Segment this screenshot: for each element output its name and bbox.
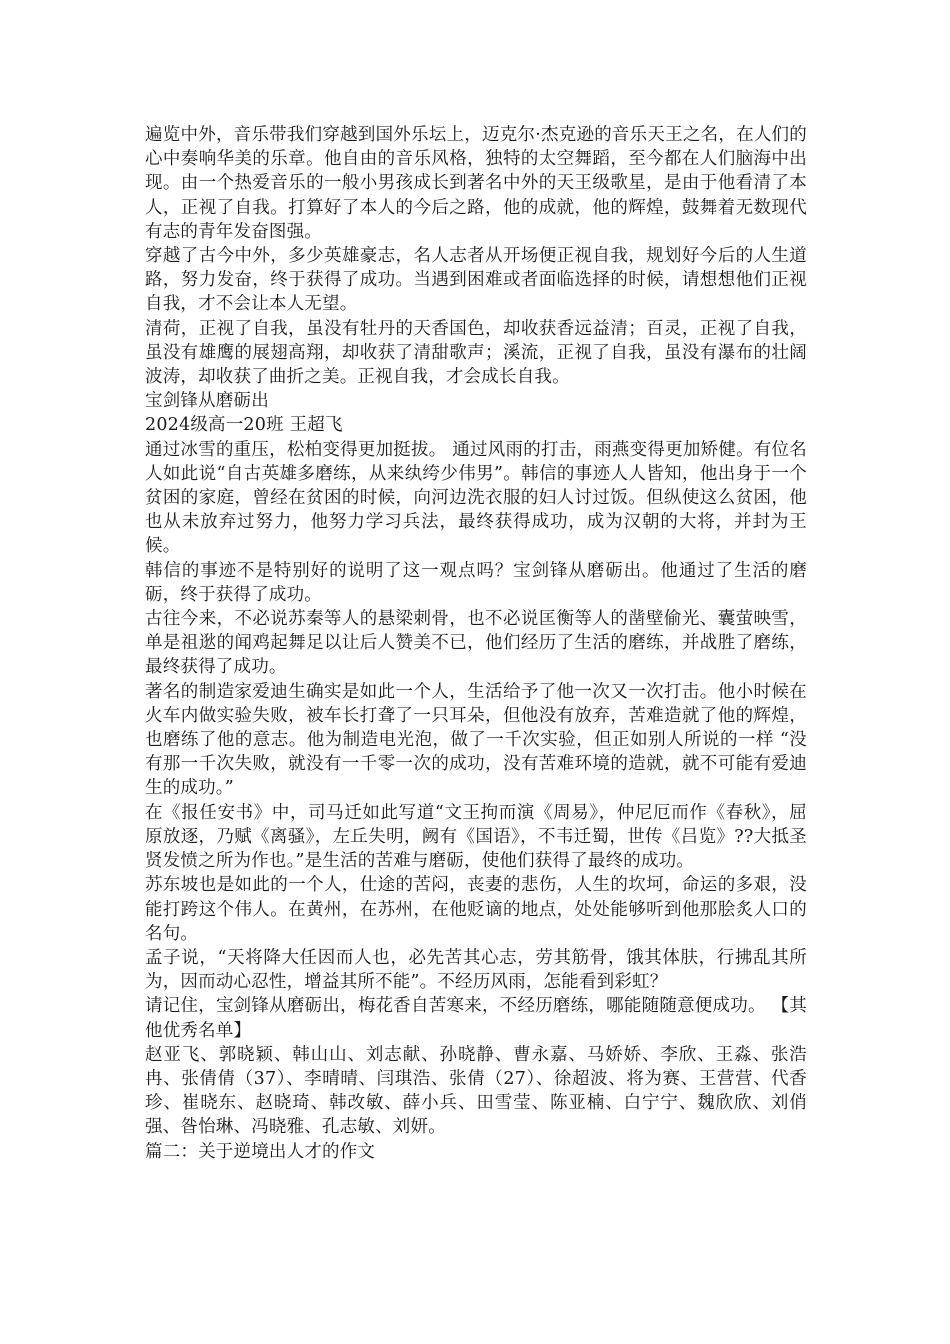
paragraph-hanxin: 通过冰雪的重压，松柏变得更加挺拔。 通过风雨的打击，雨燕变得更加矫健。有位名人如此说“自古英雄多磨练，从来纨绔少伟男”。韩信的事迹人人皆知，他出身于一个贫困的家庭，曾经在贫困的时候，向河边洗衣服的妇人讨过饭。但纵使这么贫困，他也从未放弃过努力，他努力学习兵法，最终获得成功，成为汉朝的大将，并封为王候。: [145, 439, 807, 557]
paragraph-heroes: 穿越了古今中外，多少英雄豪志，名人志者从开场便正视自我，规划好今后的人生道路，努力发奋，终于获得了成功。当遇到困难或者面临选择的时候，请想想他们正视自我，才不会让本人无望。: [145, 246, 807, 315]
essay-author: 2024级高一20班 王超飞: [145, 415, 343, 436]
paragraph-michael-jackson: 遍览中外，音乐带我们穿越到国外乐坛上，迈克尔·杰克逊的音乐天王之名，在人们的心中奏响华美的乐章。他自由的音乐风格，独特的太空舞蹈，至今都在人们脑海中出现。由一个热爱音乐的一般小男孩成长到著名中外的天王级歌星，是由于他看清了本人，正视了自我。打算好了本人的今后之路，他的成就，他的辉煌，鼓舞着无数现代有志的青年发奋图强。: [145, 125, 807, 242]
paragraph-qinghe: 清荷，正视了自我，虽没有牡丹的天香国色，却收获香远益清；百灵，正视了自我，虽没有雄鹰的展翅高翔，却收获了清甜歌声；溪流，正视了自我，虽没有瀑布的壮阔波涛，却收获了曲折之美。正视自我，才会成长自我。: [145, 318, 807, 388]
paragraph-conclusion: 请记住，宝剑锋从磨砺出，梅花香自苦寒来，不经历磨练，哪能随随意便成功。 【其他优秀名单】: [145, 996, 807, 1041]
section-heading: 篇二：关于逆境出人才的作文: [145, 1141, 376, 1162]
document-body: [145, 123, 807, 1164]
honor-list: 赵亚飞、郭晓颖、韩山山、刘志献、孙晓静、曹永嘉、马娇娇、李欣、王淼、张浩冉、张倩倩（37）、李晴晴、闫琪浩、张倩（27）、徐超波、将为赛、王营营、代香珍、崔晓东、赵晓琦、韩改敏、薛小兵、田雪莹、陈亚楠、白宁宁、魏欣欣、刘俏强、昝怡琳、冯晓雅、孔志敏、刘妍。: [145, 1044, 807, 1138]
paragraph-hanxin-summary: 韩信的事迹不是特别好的说明了这一观点吗？宝剑锋从磨砺出。他通过了生活的磨砺，终于获得了成功。: [145, 560, 807, 605]
paragraph-sudongpo: 苏东坡也是如此的一个人，仕途的苦闷，丧妻的悲伤，人生的坎坷，命运的多艰，没能打跨这个伟人。在黄州，在苏州，在他贬谪的地点，处处能够听到他那脍炙人口的名句。: [145, 875, 807, 944]
essay-title: 宝剑锋从磨砺出: [145, 391, 269, 412]
paragraph-mencius: 孟子说，“天将降大任因而人也，必先苦其心志，劳其筋骨，饿其体肤，行拂乱其所为，因而动心忍性，增益其所不能”。不经历风雨，怎能看到彩虹？: [145, 947, 807, 993]
paragraph-edison: 著名的制造家爱迪生确实是如此一个人，生活给予了他一次又一次打击。他小时候在火车内做实验失败，被车长打聋了一只耳朵，但他没有放弃，苦难造就了他的辉煌，也磨练了他的意志。他为制造电光泡，做了一千次实验，但正如别人所说的一样 “没有那一千次失败，就没有一千零一次的成功，没有苦难环境的造就，就不可能有爱迪生的成功。”: [145, 681, 807, 799]
paragraph-ancients: 古往今来，不必说苏秦等人的悬梁刺骨，也不必说匡衡等人的凿壁偷光、囊萤映雪，单是祖逖的闻鸡起舞足以让后人赞美不已，他们经历了生活的磨练，并战胜了磨练，最终获得了成功。: [145, 609, 807, 678]
paragraph-simaqian: 在《报任安书》中，司马迁如此写道“文王拘而演《周易》，仲尼厄而作《春秋》，屈原放逐，乃赋《离骚》，左丘失明，阙有《国语》，不韦迁蜀，世传《吕览》??大抵圣贤发愤之所为作也。”是生活的苦难与磨砺，使他们获得了最终的成功。: [145, 802, 807, 872]
